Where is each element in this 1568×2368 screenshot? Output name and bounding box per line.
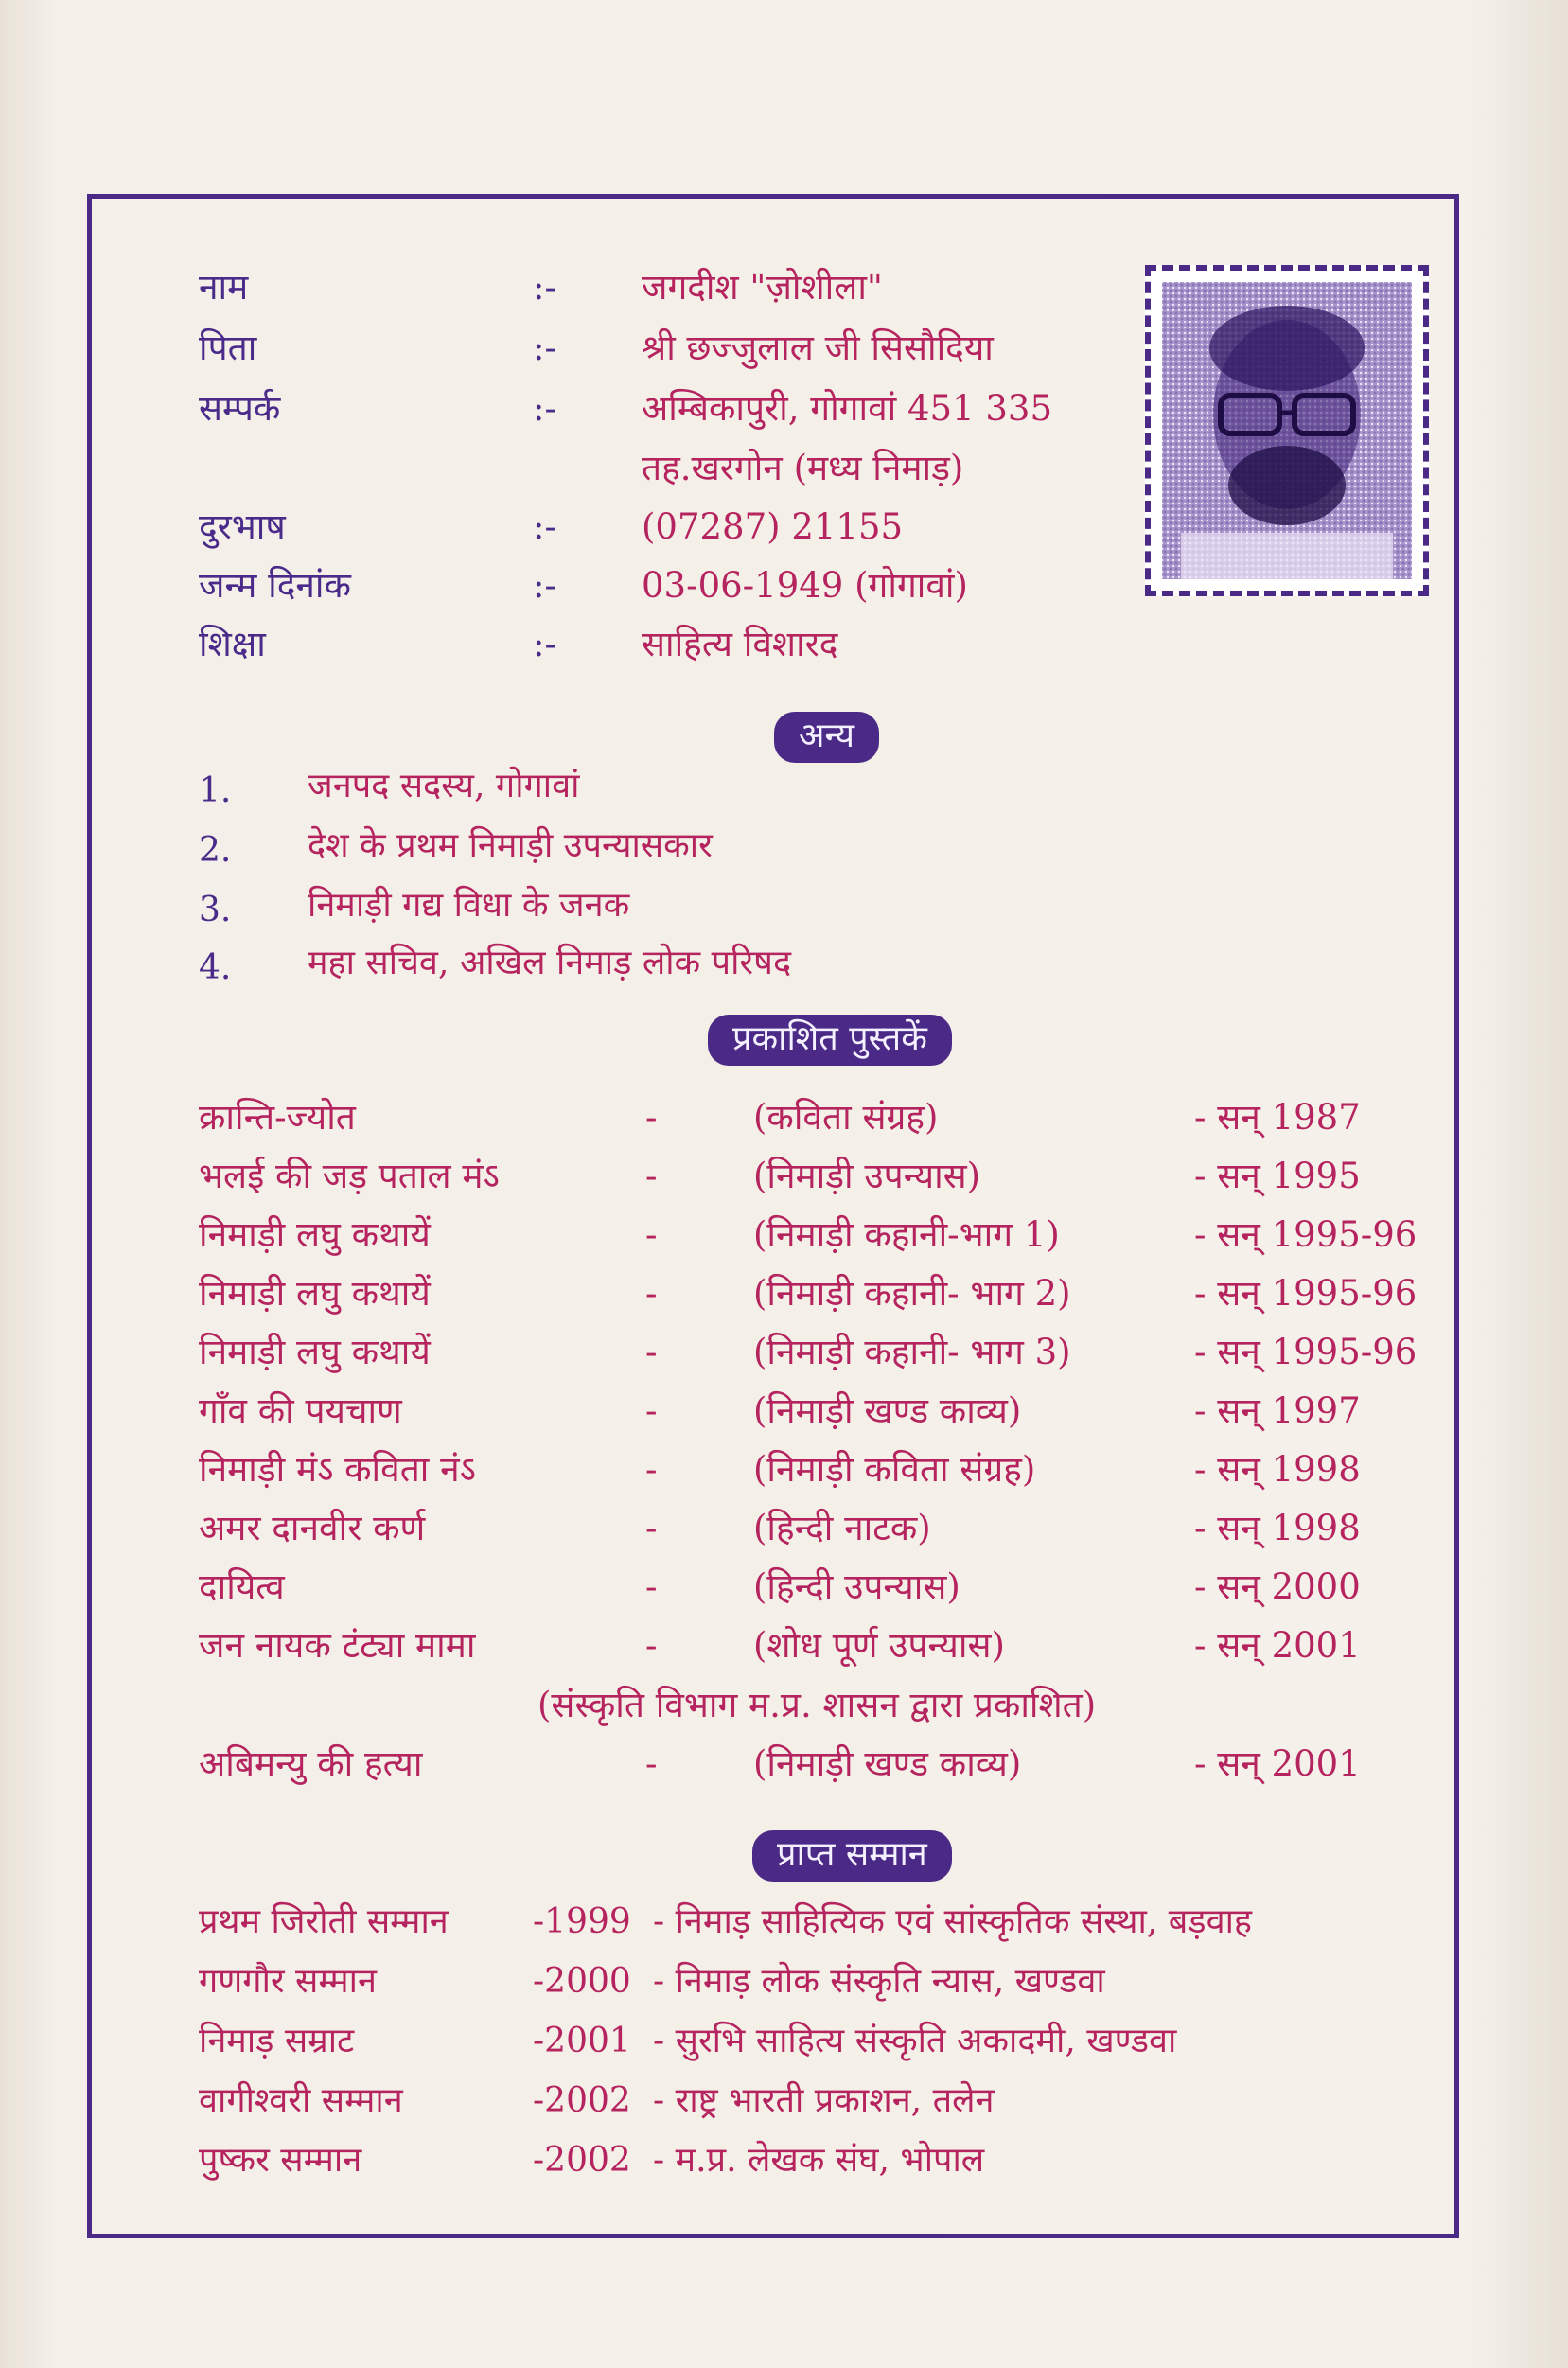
book-dash: - [645, 1566, 658, 1607]
list-item: देश के प्रथम निमाड़ी उपन्यासकार [308, 826, 713, 865]
honor-year: -2000 [533, 1962, 631, 2001]
honor-name: प्रथम जिरोती सम्मान [199, 1902, 449, 1941]
bio-sep: :- [533, 565, 556, 606]
list-item: जनपद सदस्य, गोगावां [308, 767, 580, 805]
list-item-number: 2. [199, 831, 232, 870]
honor-name: गणगौर सम्मान [199, 1962, 377, 2001]
honor-org: - निमाड़ साहित्यिक एवं सांस्कृतिक संस्था, बड़वाह [653, 1902, 1253, 1941]
book-dash: - [645, 1097, 658, 1138]
bio-label-phone: दुरभाष [199, 506, 286, 547]
book-genre: (शोध पूर्ण उपन्यास) [753, 1625, 1005, 1666]
bio-value-contact-line2: तह.खरगोन (मध्य निमाड़) [642, 448, 964, 488]
book-title: अबिमन्यु की हत्या [199, 1743, 423, 1784]
author-portrait-icon [1162, 282, 1412, 579]
bio-value-name: जगदीश "ज़ोशीला" [642, 267, 883, 308]
book-year: - सन् 1998 [1194, 1449, 1361, 1490]
honor-year: -2001 [533, 2022, 631, 2060]
book-year: - सन् 2000 [1194, 1566, 1361, 1607]
book-dash: - [645, 1156, 658, 1196]
bio-value-phone: (07287) 21155 [642, 506, 904, 547]
book-year: - सन् 1987 [1194, 1097, 1361, 1138]
bio-label-name: नाम [199, 267, 249, 308]
list-item-number: 1. [199, 771, 232, 810]
section-badge-other: अन्य [774, 712, 879, 763]
book-title: दायित्व [199, 1566, 285, 1607]
book-title: निमाड़ी मंऽ कविता नंऽ [199, 1449, 476, 1490]
book-genre: (कविता संग्रह) [753, 1097, 939, 1138]
book-dash: - [645, 1214, 658, 1255]
bio-sep: :- [533, 267, 556, 308]
book-title: निमाड़ी लघु कथायें [199, 1332, 431, 1372]
list-item: महा सचिव, अखिल निमाड़ लोक परिषद [308, 944, 792, 982]
book-year: - सन् 1998 [1194, 1508, 1361, 1548]
book-dash: - [645, 1390, 658, 1431]
bio-sep: :- [533, 506, 556, 547]
bio-value-dob: 03-06-1949 (गोगावां) [642, 565, 968, 606]
bio-sep: :- [533, 624, 556, 664]
honor-year: -2002 [533, 2141, 631, 2180]
book-dash: - [645, 1743, 658, 1784]
bio-label-father: पिता [199, 327, 257, 368]
list-item: निमाड़ी गद्य विधा के जनक [308, 886, 630, 925]
book-genre: (निमाड़ी कहानी- भाग 3) [753, 1332, 1071, 1372]
section-badge-books: प्रकाशित पुस्तकें [708, 1015, 952, 1066]
book-genre: (निमाड़ी खण्ड काव्य) [753, 1743, 1022, 1784]
list-item-number: 4. [199, 948, 232, 987]
honor-name: पुष्कर सम्मान [199, 2141, 362, 2180]
book-dash: - [645, 1273, 658, 1314]
bio-value-education: साहित्य विशारद [642, 624, 838, 664]
book-genre: (निमाड़ी कविता संग्रह) [753, 1449, 1036, 1490]
book-title: अमर दानवीर कर्ण [199, 1508, 426, 1548]
honor-name: निमाड़ सम्राट [199, 2022, 355, 2060]
book-genre: (हिन्दी उपन्यास) [753, 1566, 960, 1607]
bio-value-contact: अम्बिकापुरी, गोगावां 451 335 [642, 388, 1053, 429]
book-year: - सन् 2001 [1194, 1625, 1361, 1666]
bio-label-education: शिक्षा [199, 624, 266, 664]
honor-year: -1999 [533, 1902, 631, 1941]
book-genre: (निमाड़ी कहानी- भाग 2) [753, 1273, 1071, 1314]
honor-org: - सुरभि साहित्य संस्कृति अकादमी, खण्डवा [653, 2022, 1177, 2060]
list-item-number: 3. [199, 891, 232, 929]
book-dash: - [645, 1332, 658, 1372]
honor-name: वागीश्वरी सम्मान [199, 2081, 403, 2120]
book-genre: (निमाड़ी खण्ड काव्य) [753, 1390, 1022, 1431]
honor-org: - निमाड़ लोक संस्कृति न्यास, खण्डवा [653, 1962, 1105, 2001]
honor-org: - राष्ट्र भारती प्रकाशन, तलेन [653, 2081, 995, 2120]
books-publisher-note: (संस्कृति विभाग म.प्र. शासन द्वारा प्रकाशित) [537, 1685, 1097, 1725]
book-dash: - [645, 1625, 658, 1666]
honor-org: - म.प्र. लेखक संघ, भोपाल [653, 2141, 985, 2180]
section-badge-honors: प्राप्त सम्मान [752, 1830, 952, 1882]
book-year: - सन् 2001 [1194, 1743, 1361, 1784]
book-year: - सन् 1995-96 [1194, 1332, 1418, 1372]
bio-label-dob: जन्म दिनांक [199, 565, 351, 606]
book-title: निमाड़ी लघु कथायें [199, 1214, 431, 1255]
bio-value-father: श्री छज्जुलाल जी सिसौदिया [642, 327, 994, 368]
book-genre: (निमाड़ी उपन्यास) [753, 1156, 981, 1196]
book-year: - सन् 1995-96 [1194, 1214, 1418, 1255]
bio-label-contact: सम्पर्क [199, 388, 281, 429]
book-title: जन नायक टंट्या मामा [199, 1625, 476, 1666]
author-photo-frame [1145, 265, 1429, 596]
honor-year: -2002 [533, 2081, 631, 2120]
book-title: भलई की जड़ पताल मंऽ [199, 1156, 500, 1196]
book-title: गाँव की पयचाण [199, 1390, 402, 1431]
book-year: - सन् 1995-96 [1194, 1273, 1418, 1314]
book-title: निमाड़ी लघु कथायें [199, 1273, 431, 1314]
book-dash: - [645, 1508, 658, 1548]
book-year: - सन् 1997 [1194, 1390, 1361, 1431]
bio-sep: :- [533, 327, 556, 368]
book-title: क्रान्ति-ज्योत [199, 1097, 356, 1138]
book-genre: (निमाड़ी कहानी-भाग 1) [753, 1214, 1060, 1255]
book-year: - सन् 1995 [1194, 1156, 1361, 1196]
book-dash: - [645, 1449, 658, 1490]
bio-sep: :- [533, 388, 556, 429]
book-genre: (हिन्दी नाटक) [753, 1508, 931, 1548]
